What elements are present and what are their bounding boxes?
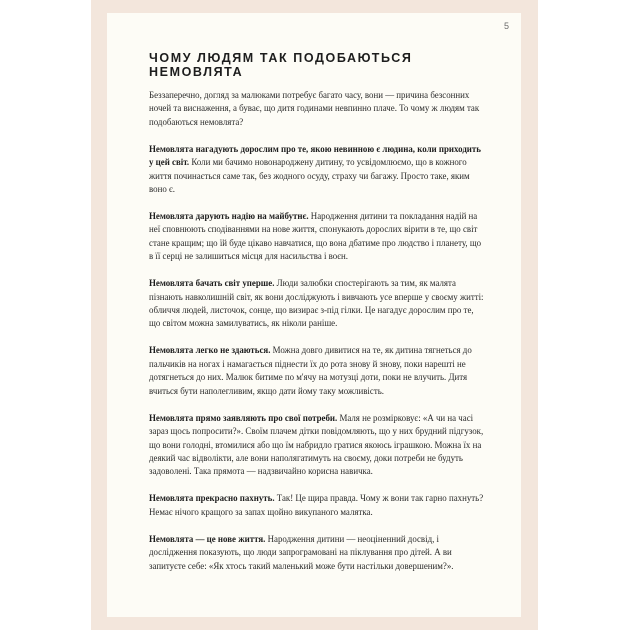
page-number: 5 [503, 21, 509, 31]
paragraph-text: Люди залюбки спостерігають за тим, як малята пізнають навколишній світ, як вони досліджують і вивчають усе вперше у своєму житті: обличчя людей, листочок, сонце, що визирає з-під гілки. Це нагадує дорослим про те, що світом можна замилуватись, як ніколи раніше. [149, 278, 484, 329]
paragraph-text: Так! Це щира правда. Чому ж вони так гарно пахнуть? Немає нічого кращого за запах щойно викупаного малятка. [149, 493, 484, 517]
paragraph-smell [149, 492, 487, 519]
paragraph-lead: Немовлята прямо заявляють про свої потреби. [149, 412, 338, 423]
paragraph-lead: Немовлята нагадують дорослим про те, якою невинною є людина, коли приходить у цей світ. [149, 143, 481, 168]
paragraph-text: Маля не розмірковує: «А чи на часі зараз щось попросити?». Своїм плачем дітки повідомляють, що у них брудний підгузок, що вони голодні, втомилися або що їм набридло гратися якоюсь іграшкою. Можна їх на деякий час відволікти, але вони наполягатимуть на своєму, доки потреби не будуть задоволені. Така прямота — надзвичайно корисна навичка. [149, 412, 484, 477]
paragraph-lead: Немовлята легко не здаються. [149, 345, 271, 356]
paragraph-text: Коли ми бачимо новонароджену дитину, то усвідомлюємо, що в кожного життя починається саме так, без жодного осуду, страху чи багажу. Просто таке, яким воно є. [149, 157, 470, 195]
intro-paragraph: Беззаперечно, догляд за малюками потребує багато часу, вони — причина безсонних ночей та виснаження, а буває, що дитя годинами невпинно плаче. То чому ж людям так подобаються немовлята? [149, 90, 480, 127]
paragraph-text: Можна довго дивитися на те, як дитина тягнеться до пальчиків на ногах і намагається піднести їх до рота знову й знову, поки нарешті не дотягнеться до них. Малюк битиме по м'ячу на мотузці доти, поки не влучить. Дитя вчиться бути наполегливим, якщо дати йому таку можливість. [149, 345, 472, 396]
paragraph-persistence [149, 344, 487, 398]
paragraph-lead: Немовлята прекрасно пахнуть. [149, 493, 275, 504]
paragraph-lead: Немовлята дарують надію на майбутнє. [149, 211, 309, 222]
paragraph-innocence [149, 143, 487, 197]
paragraph-text: Народження дитини — неоціненний досвід, і дослідження показують, що люди запрограмовані на піклування про дітей. А ви запитуєте себе: «Як хтось такий маленький може бути настільки довершеним?». [149, 533, 454, 571]
paragraph-new-life [149, 533, 487, 573]
paragraph-first-sight [149, 277, 487, 331]
paragraph-text: Народження дитини та покладання надій на неї сповнюють сподіваннями на нове життя, спонукають дорослих вірити в те, що світ стане кращим; що їй буде цікаво навчатися, що вона дбатиме про людство і планету, що в її серці не залишиться місця для насильства і воєн. [149, 211, 482, 262]
paragraph-needs [149, 412, 487, 479]
book-page [107, 13, 521, 617]
paragraph-lead: Немовлята — це нове життя. [149, 533, 266, 544]
paragraph-hope [149, 210, 487, 264]
paragraph-lead: Немовлята бачать світ уперше. [149, 278, 275, 289]
page-title: ЧОМУ ЛЮДЯМ ТАК ПОДОБАЮТЬСЯ НЕМОВЛЯТА [149, 51, 413, 79]
body-text [149, 89, 487, 587]
